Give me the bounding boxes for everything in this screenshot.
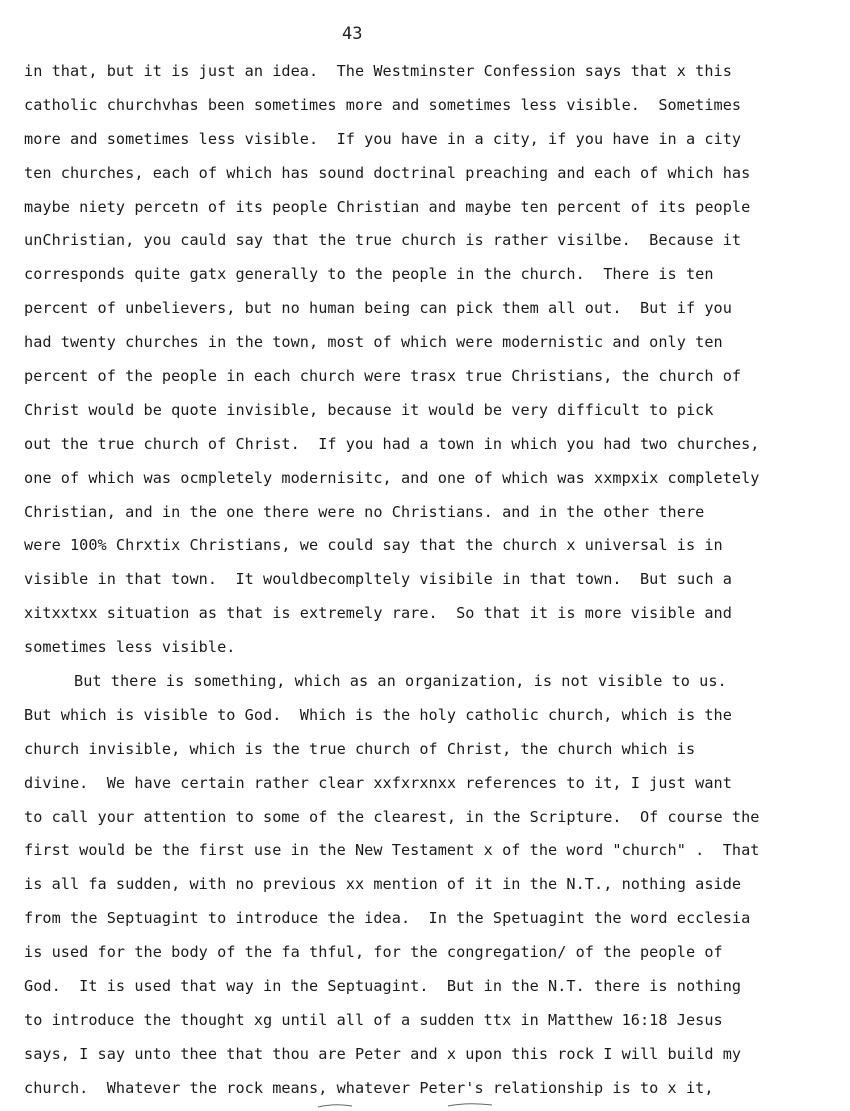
text-line: ten churches, each of which has sound doctrinal preaching and each of which has — [24, 163, 751, 182]
text-line: first would be the first use in the New Testament x of the word "church" . That — [24, 841, 760, 860]
text-line: divine. We have certain rather clear xxfxrxnxx references to it, I just want — [24, 773, 732, 792]
text-line: corresponds quite gatx generally to the people in the church. There is ten — [24, 265, 714, 284]
text-line: Christian, and in the one there were no Christians. and in the other there — [24, 502, 705, 521]
text-line: unChristian, you cauld say that the true church is rather visilbe. Because it — [24, 231, 742, 250]
text-line: catholic churchvhas been sometimes more and sometimes less visible. Sometimes — [24, 95, 742, 114]
paragraph-start-line: But there is something, which as an organization, is not visible to us. — [74, 672, 727, 691]
text-line: is all fa sudden, with no previous xx mention of it in the N.T., nothing aside — [24, 875, 742, 894]
text-line: xitxxtxx situation as that is extremely rare. So that it is more visible and — [24, 604, 732, 623]
text-line: maybe niety percetn of its people Christian and maybe ten percent of its people — [24, 197, 751, 216]
text-line: to introduce the thought xg until all of a sudden ttx in Matthew 16:18 Jesus — [24, 1010, 723, 1029]
text-line: church. Whatever the rock means, whatever Peter's relationship is to x it, — [24, 1078, 714, 1097]
text-line: to call your attention to some of the clearest, in the Scripture. Of course the — [24, 807, 760, 826]
scan-mark — [318, 1105, 352, 1107]
text-line: from the Septuagint to introduce the idea. In the Spetuagint the word ecclesia — [24, 909, 751, 928]
text-line: visible in that town. It wouldbecompltely visibile in that town. But such a — [24, 570, 732, 589]
document-body — [24, 60, 834, 1111]
text-line: God. It is used that way in the Septuagint. But in the N.T. there is nothing — [24, 977, 742, 996]
text-line: were 100% Chrxtix Christians, we could say that the church x universal is in — [24, 536, 723, 555]
scan-mark — [448, 1104, 492, 1106]
text-line: percent of unbelievers, but no human being can pick them all out. But if you — [24, 299, 732, 318]
text-line: out the true church of Christ. If you had a town in which you had two churches, — [24, 434, 760, 453]
text-line: one of which was ocmpletely modernisitc, and one of which was xxmpxix completely — [24, 468, 760, 487]
text-line: had twenty churches in the town, most of which were modernistic and only ten — [24, 333, 723, 352]
text-line: in that, but it is just an idea. The Westminster Confession says that x this — [24, 62, 732, 80]
text-line: But which is visible to God. Which is the holy catholic church, which is the — [24, 705, 732, 724]
text-line: percent of the people in each church were trasx true Christians, the church of — [24, 367, 742, 386]
text-line: Christ would be quote invisible, because it would be very difficult to pick — [24, 400, 714, 419]
text-line: church invisible, which is the true church of Christ, the church which is — [24, 739, 696, 758]
text-line: more and sometimes less visible. If you have in a city, if you have in a city — [24, 129, 742, 148]
page-edge-marks — [0, 1100, 850, 1110]
text-line: is used for the body of the fa thful, for the congregation/ of the people of — [24, 943, 723, 962]
text-line: sometimes less visible. — [24, 638, 236, 657]
text-line: says, I say unto thee that thou are Peter and x upon this rock I will build my — [24, 1044, 742, 1063]
page-number: 43 — [342, 24, 363, 44]
